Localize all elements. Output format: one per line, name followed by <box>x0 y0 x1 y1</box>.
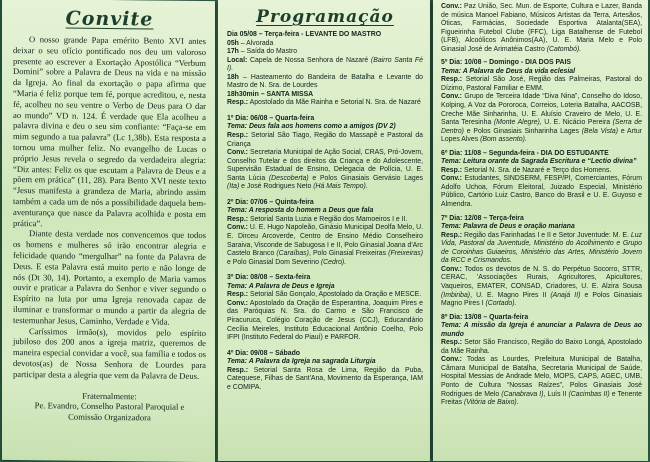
conv-text: Paz União, Sec. Mun. de Esporte, Cultura e Lazer, Banda de música Manoel Fabiano, Músicos Artistas da Terra, Artesãos, Óticas, Farmácias, Sociedade Esportiva Atalanta(SEA), Figueirinha Futebol Clube (FFC), Liga Batalhense de Futebol (LFB), Alcoólicos Anônimos(AA), U. E. Maria Melo e Polo Ginasial José de Arimatéia Castro <box>441 3 642 53</box>
conv-text: e Polos Ginasiais Magno Pires I <box>441 291 642 308</box>
conv-text: U. E. Hugo Napoleão, Ginásio Municipal Deolfa Melo, U. E. Dirceu Arcoverde, Centro de Ensino Médio Conselheiro Saraiva, Visconde de Sabugosa I e II, Polo Ginasial Joana d'Arc Castelo Branco <box>227 224 423 258</box>
conv-text: Todas as Lourdes, Prefeitura Municipal de Batalha, Câmara Municipal de Batalha, Secretaria Municipal de Saúde, Hospital Messias de Andrade Melo, MOPS, CAPS, AGEC, UMB, Ponto de Cultura “Nossas Raízes”, Polos Ginasiais José Rodrigues de Melo <box>441 356 642 398</box>
day-theme: Tema: A Palavra de Deus e Igreja <box>227 282 335 290</box>
conv-italic: (Monte Alegre) <box>493 119 540 127</box>
day-theme: Tema: A Palavra de Deus da vida eclesial <box>441 67 576 75</box>
schedule-line <box>227 57 423 74</box>
time-label: 17h <box>227 48 239 56</box>
conv-label: Conv.: <box>227 299 248 307</box>
day-heading: 6º Dia: 11/08 – Segunda-feira - DIA DO ESTUDANTE <box>441 149 609 157</box>
resp-italic: Luz Vida, Pastoral da Juventude, Ministério do Acolhimento e Grupo de Coroinhas Guiaeiros, Ministério das Artes, Ministério Jovem da RCC e Crismandos. <box>441 231 642 265</box>
responsible-line <box>227 132 423 149</box>
convite-paragraph: Diante desta verdade nos convencemos que todos os homens e mulheres só irão encontrar alegria e felicidade quando “mergulhar” na fonte da Palavra de Deus. E esta Palavra está muito perto e não longe de nós (Dt 30, 14). Portanto, a exemplo de Maria vamos ouvir e praticar a Palavra do Senhor e viver segundo o Espírito na luta por uma Igreja renovada capaz de iluminar e transformar o mundo a partir da alegria de testemunhar Jesus, Caminho, Verdade e Vida. <box>13 228 206 327</box>
resp-text: Setorial São José, Região das Palmeiras, Pastoral do Dízimo, Pastoral Familiar e EMM. <box>441 76 642 92</box>
conv-italic: (Vitória de Baixo). <box>463 399 519 407</box>
conv-italic: (Caraíbas) <box>276 250 309 258</box>
conv-text: Grupo de Terceira Idade “Diva Nina”, Conselho do Idoso, Kolping, A Voz da Pororoca, Correios, Loteria Batalha, AACOSB, Creche Mãe Sinharinha, U. E. Aluísio Craveiro de Melo, U. E. Santa Teresinha <box>441 93 642 127</box>
schedule-day-block <box>227 274 423 342</box>
conv-text: , Polo Ginasial Freixeiras <box>308 250 389 258</box>
resp-label: Resp.: <box>441 339 463 347</box>
schedule-line <box>227 40 423 49</box>
time-text: – Hasteamento do Bandeira de Batalha e Levante do Mastro de N. Sra. de Lourdes <box>227 73 423 90</box>
local-label: Local: <box>227 56 248 64</box>
local-italic: (Bairro Santa Fé I). <box>227 56 423 73</box>
resp-label: Resp.: <box>227 215 249 223</box>
conv-italic: (Anajá II) <box>550 291 581 299</box>
guests-line <box>227 224 423 267</box>
resp-text: Setor São Francisco, Região do Baixo Longá, Apostolado da Mãe Rainha. <box>441 339 642 355</box>
conv-italic: (Cedro). <box>320 258 347 266</box>
convite-panel <box>2 0 215 462</box>
resp-text: Setorial Santa Rosa de Lima, Região da Puba, Catequese, Filhas de Sant'Ana, Movimento da Esperança, IAM e COMIPA. <box>227 366 423 391</box>
resp-label: Resp.: <box>227 366 249 374</box>
conv-italic: (Descoberta) <box>268 174 309 182</box>
day-heading: 3º Dia: 08/08 – Sexta-feira <box>227 274 311 282</box>
conv-text: Secretaria Municipal de Ação Social, CRAS, Pró-Jovem, Conselho Tutelar e dos direitos da Criança e do Adolescente, Supervisão Estadual de Ensino, Delegacia de Polícia, U. E. Santa Lúcia <box>227 149 423 182</box>
responsible-line <box>227 216 423 225</box>
resp-label: Resp.: <box>227 99 249 107</box>
conv-italic: (Ita) <box>227 183 240 191</box>
resp-text: Setorial N. Sra. de Nazaré e Terço dos Homens. <box>462 166 612 174</box>
convite-sign-line: Pe. Evandro, Conselho Pastoral Paroquial e <box>34 400 185 413</box>
conv-italic: (Há Mais Tempo). <box>313 183 368 191</box>
guests-line <box>441 3 642 54</box>
guests-line <box>441 93 642 144</box>
resp-label: Resp.: <box>227 291 249 299</box>
programacao-panel <box>218 0 430 461</box>
day-heading: 7º Dia: 12/08 – Terça-feira <box>441 214 524 222</box>
guests-line <box>227 300 423 343</box>
day-theme: Tema: A Palavra da Igreja na sagrada Liturgia <box>227 358 376 366</box>
schedule-day-block <box>227 115 423 192</box>
conv-label: Conv.: <box>441 3 462 10</box>
day-theme: Tema: A missão da Igreja é anunciar a Palavra de Deus ao mundo <box>441 322 642 338</box>
convite-sign-label: Fraternalmente: <box>82 390 137 401</box>
convite-sign-line: Comissão Organizadora <box>68 411 151 423</box>
conv-text: Todos os devotos de N. S. do Perpétuo Socorro, STTR, CERAC, 'Associações Rurais, Agricultores, Apicultores, Vaqueiros, EMATER, CONSAD, Criadores, U. E. Alzira Sousa <box>441 265 642 290</box>
day-heading: 5º Dia: 10/08 – Domingo - DIA DOS PAIS <box>441 59 572 67</box>
conv-text: Apostolado da Oração de Esperantina, Joaquim Pires e das Paróquias N. Sra. do Carmo e São Francisco de Piracuruca, Colégio Coração de Jesus (CCJ), Educandário Cecília Meireles, Instituto Educacional Antônio Coelho, Polo IFPI (Instituto Federal do Piauí) e PARFOR. <box>227 299 423 342</box>
programacao-schedule <box>227 31 423 392</box>
conv-text: e Artur Lopes Alves <box>441 127 642 144</box>
time-label: 05h <box>227 39 239 47</box>
programacao-title: Programação <box>256 7 394 27</box>
responsible-line <box>441 76 642 93</box>
conv-italic: (Bom assento). <box>480 136 527 144</box>
schedule-day-block <box>227 199 423 267</box>
conv-label: Conv.: <box>227 224 248 232</box>
conv-text: , Luís II <box>543 390 569 398</box>
schedule-day-block <box>227 350 423 393</box>
resp-text: Região das Farinhadas I e II e Setor Juventude: M. E. <box>462 231 631 239</box>
responsible-line <box>227 99 423 108</box>
conv-italic: (Freixeiras) <box>388 250 423 258</box>
conv-italic: (Canabrava I) <box>501 390 544 398</box>
conv-label: Conv.: <box>441 356 462 364</box>
time-text: – Alvorada <box>238 39 274 47</box>
conv-text: Estudantes, SINDSERM, FESP/PI, Comerciantes, Fórum Adolfo Uchoa, Fórum Eleitoral, Juizado Especial, Ministério Público, Cartório Luiz Castro, Banco do Brasil e U. E. Guyoso e Almendra. <box>441 175 642 209</box>
programacao-continued-panel <box>433 0 648 461</box>
responsible-line <box>441 167 642 176</box>
day-theme: Tema: Palavra de Deus e oração mariana <box>441 223 575 231</box>
day-heading: 4º Dia: 09/08 – Sábado <box>227 349 300 357</box>
day-heading: 8º Dia: 13/08 – Quarta-feira <box>441 313 529 321</box>
day-theme: Tema: Leitura orante da Sagrada Escritura e “Lectio divina” <box>441 158 637 166</box>
day-heading: Dia 05/08 – Terça-feira - LEVANTE DO MASTRO <box>227 31 382 38</box>
day-heading: 1º Dia: 06/08 – Quarta-feira <box>227 114 315 122</box>
resp-label: Resp.: <box>441 166 463 174</box>
responsible-line <box>227 367 423 393</box>
schedule-line <box>227 74 423 91</box>
conv-text: e José Rodrigues Neto <box>239 183 314 191</box>
schedule-day-block <box>227 31 423 108</box>
conv-italic: (Catombó). <box>546 45 582 53</box>
schedule-day-block <box>441 215 642 309</box>
convite-title: Convite <box>65 7 154 31</box>
day-theme: Tema: Deus fala aos homens como a amigos (DV 2) <box>227 123 396 131</box>
guests-line <box>227 149 423 192</box>
schedule-day-block <box>441 59 642 144</box>
conv-label: Conv.: <box>441 93 462 101</box>
responsible-line <box>227 291 423 300</box>
conv-italic: (Serra de Dentro) <box>441 119 642 135</box>
conv-text: e Polo Ginasial Dom Severino <box>227 258 321 266</box>
convite-text <box>13 34 206 424</box>
schedule-day-block <box>441 150 642 210</box>
responsible-line <box>441 339 642 356</box>
conv-label: Conv.: <box>441 175 462 183</box>
day-theme: Tema: A resposta do homem a Deus que fala <box>227 207 374 215</box>
conv-label: Conv.: <box>227 149 248 157</box>
conv-italic: (Cacimbas II) <box>568 390 610 398</box>
local-text: Capela de Nossa Senhora de Nazaré <box>247 56 371 64</box>
resp-text: Setorial São Tiago, Região do Massapê e Pastoral da Criança <box>227 132 423 148</box>
conv-italic: (Bela Vista) <box>581 127 619 135</box>
guests-line <box>441 266 642 309</box>
programacao-schedule-continued <box>441 3 642 408</box>
resp-text: Apostolado da Mãe Rainha e Setorial N. Sra. de Nazaré <box>248 99 421 107</box>
conv-text: e Polos Ginasiais Sinharinha Lages <box>463 127 582 135</box>
schedule-day-block <box>441 314 642 408</box>
conv-text: e Tenente Freitas <box>441 390 642 407</box>
resp-text: Setorial Santa Luzia e Região dos Mamoeiros I e II. <box>248 215 408 223</box>
schedule-line: 18h30min – SANTA MISSA <box>227 90 314 98</box>
time-label: 18h <box>227 73 239 81</box>
resp-label: Resp.: <box>441 231 463 239</box>
convite-paragraph: Caríssimos irmão(s), movidos pelo espírito jubiloso dos 200 anos a igreja matriz, queremos de maneira especial convidar a você, sua família e todos os devotos(as) de Nossa Senhora de Lourdes para participar desta a alegria que vem da Palavra de Deus. <box>13 325 206 381</box>
resp-label: Resp.: <box>227 132 249 140</box>
convite-paragraph: O nosso grande Papa emérito Bento XVI antes deixar o seu ofício pontificado nos deu um valoroso presente ao escrever a Exortação Apostólica “Verbum Domini” sobre a Palavra de Deus na vida e na missão da Igreja. Ao final da exortação o papa afirma que “Maria é feliz porque tem fé, porque acreditou, e, nesta fé, acolheu no seu ventre o Verbo de Deus para O dar ao mundo” VD n. 124. É verdade que Ela acolheu a palavra divina e deu o seu sim confiante: “Faça-se em mim segundo a tua palavra” (Lc 1,38b). Esta resposta a tornou uma mulher feliz. No evangelho de Lucas o próprio Jesus revela o segredo da verdadeira alegria: “Diz antes: Feliz os que escutam a Palavra de Deus e a põem em prática” (11, 28). Para Bento XVI neste texto “Jesus manifesta a grandeza de Maria, abrindo assim também a cada um de nós a possibilidade daquela bem-aventurança que nasce da Palavra acolhida e posta em prática”. <box>13 34 206 228</box>
responsible-line <box>441 232 642 266</box>
day-heading: 2º Dia: 07/06 – Quinta-feira <box>227 198 314 206</box>
schedule-line <box>227 48 423 57</box>
resp-text: Setorial São Gonçalo, Apostolado da Oração e MESCE. <box>248 291 422 299</box>
conv-text: , U. E. Nicácio Pereira <box>539 119 613 127</box>
conv-italic: (Imbiriba) <box>441 291 471 299</box>
guests-line <box>441 356 642 407</box>
conv-label: Conv.: <box>441 265 462 273</box>
conv-italic: (Cortado). <box>485 300 517 308</box>
conv-text: e Polos Ginasiais Gervásio Lages <box>308 174 423 182</box>
resp-label: Resp.: <box>441 76 463 84</box>
conv-text: , U. E. Magno Pires II <box>470 291 551 299</box>
time-text: – Saída do Mastro <box>238 48 298 56</box>
guests-line <box>441 175 642 209</box>
